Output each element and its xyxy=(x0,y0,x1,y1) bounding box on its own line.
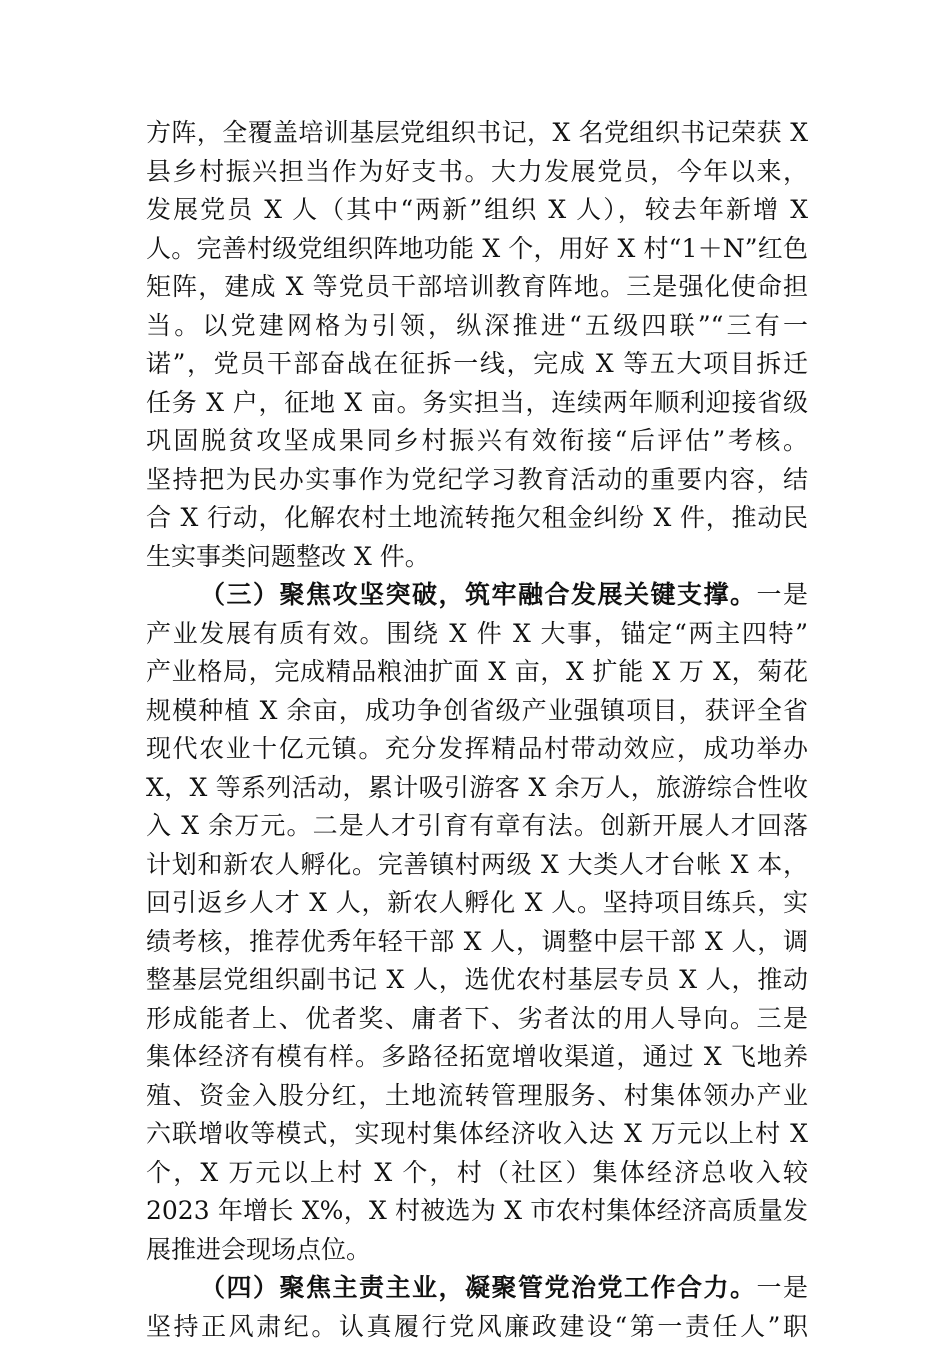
text-line: 坚持正风肃纪。认真履行党风廉政建设“第一责任人”职 xyxy=(146,1308,808,1346)
text-line: 六联增收等模式，实现村集体经济收入达 X 万元以上村 X xyxy=(146,1115,808,1154)
text-line: 入 X 余万元。二是人才引育有章有法。创新开展人才回落 xyxy=(146,807,808,846)
text-line: 回引返乡人才 X 人，新农人孵化 X 人。坚持项目练兵，实 xyxy=(146,884,808,923)
text-fragment: 一是 xyxy=(756,580,808,609)
document-page xyxy=(146,114,808,1346)
text-line: 规模种植 X 余亩，成功争创省级产业强镇项目，获评全省 xyxy=(146,692,808,731)
text-line: 生实事类问题整改 X 件。 xyxy=(146,538,808,577)
text-line: 形成能者上、优者奖、庸者下、劣者汰的用人导向。三是 xyxy=(146,1000,808,1039)
section-heading: （四）聚焦主责主业，凝聚管党治党工作合力。 xyxy=(200,1273,756,1302)
text-line: 产业格局，完成精品粮油扩面 X 亩，X 扩能 X 万 X，菊花 xyxy=(146,653,808,692)
text-line: 产业发展有质有效。围绕 X 件 X 大事，锚定“两主四特” xyxy=(146,615,808,654)
paragraph-2 xyxy=(146,576,808,1269)
paragraph-1 xyxy=(146,114,808,576)
text-line: 个，X 万元以上村 X 个，村（社区）集体经济总收入较 xyxy=(146,1154,808,1193)
text-line: 集体经济有模有样。多路径拓宽增收渠道，通过 X 飞地养 xyxy=(146,1038,808,1077)
text-line: X，X 等系列活动，累计吸引游客 X 余万人，旅游综合性收 xyxy=(146,769,808,808)
text-line: 整基层党组织副书记 X 人，选优农村基层专员 X 人，推动 xyxy=(146,961,808,1000)
paragraph-3 xyxy=(146,1269,808,1346)
text-line: 展推进会现场点位。 xyxy=(146,1231,808,1270)
text-line: 任务 X 户，征地 X 亩。务实担当，连续两年顺利迎接省级 xyxy=(146,384,808,423)
text-line: 巩固脱贫攻坚成果同乡村振兴有效衔接“后评估”考核。 xyxy=(146,422,808,461)
text-line: 诺”，党员干部奋战在征拆一线，完成 X 等五大项目拆迁 xyxy=(146,345,808,384)
text-fragment: 一是 xyxy=(756,1273,808,1302)
text-line: 现代农业十亿元镇。充分发挥精品村带动效应，成功举办 xyxy=(146,730,808,769)
text-line: 2023 年增长 X%，X 村被选为 X 市农村集体经济高质量发 xyxy=(146,1192,808,1231)
section-heading-line xyxy=(146,576,808,615)
text-line: 矩阵，建成 X 等党员干部培训教育阵地。三是强化使命担 xyxy=(146,268,808,307)
text-line: 绩考核，推荐优秀年轻干部 X 人，调整中层干部 X 人，调 xyxy=(146,923,808,962)
section-heading-line xyxy=(146,1269,808,1308)
text-line: 合 X 行动，化解农村土地流转拖欠租金纠纷 X 件，推动民 xyxy=(146,499,808,538)
text-line: 殖、资金入股分红，土地流转管理服务、村集体领办产业 xyxy=(146,1077,808,1116)
text-line: 计划和新农人孵化。完善镇村两级 X 大类人才台帐 X 本， xyxy=(146,846,808,885)
text-line: 方阵，全覆盖培训基层党组织书记，X 名党组织书记荣获 X xyxy=(146,114,808,153)
text-line: 县乡村振兴担当作为好支书。大力发展党员，今年以来， xyxy=(146,153,808,192)
section-heading: （三）聚焦攻坚突破，筑牢融合发展关键支撑。 xyxy=(200,580,756,609)
text-line: 发展党员 X 人（其中“两新”组织 X 人），较去年新增 X xyxy=(146,191,808,230)
text-line: 坚持把为民办实事作为党纪学习教育活动的重要内容，结 xyxy=(146,461,808,500)
text-line: 人。完善村级党组织阵地功能 X 个，用好 X 村“1＋N”红色 xyxy=(146,230,808,269)
text-line: 当。以党建网格为引领，纵深推进“五级四联”“三有一 xyxy=(146,307,808,346)
